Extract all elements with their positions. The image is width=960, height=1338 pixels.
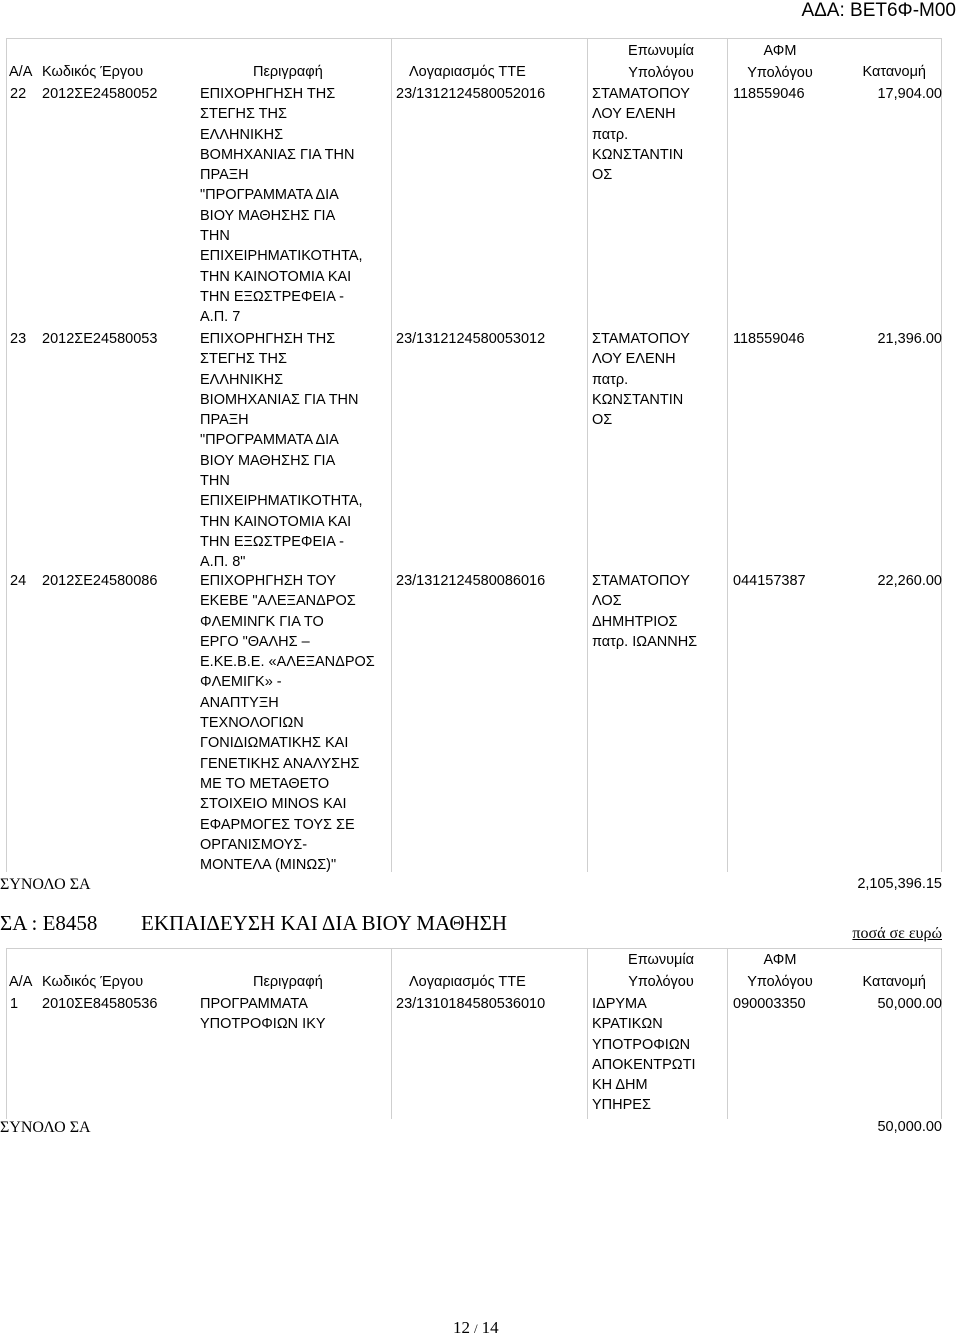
row-name: ΣΤΑΜΑΤΟΠΟΥ ΛΟΣ ΔΗΜΗΤΡΙΟΣ πατρ. ΙΩΑΝΝΗΣ xyxy=(592,573,698,650)
header-description: Περιγραφή xyxy=(253,974,323,990)
row-allocation: 50,000.00 xyxy=(877,996,942,1012)
row-code: 2012ΣΕ24580086 xyxy=(42,573,158,589)
header-description: Περιγραφή xyxy=(253,64,323,80)
header-afm: ΑΦΜ Υπολόγου xyxy=(747,43,813,81)
row-description: ΕΠΙΧΟΡΗΓΗΣΗ ΤΟΥ ΕΚΕΒΕ "ΑΛΕΞΑΝΔΡΟΣ ΦΛΕΜΙΝΓΚ ΓΙΑ ΤΟ ΕΡΓΟ "ΘΑΛΗΣ – Ε.ΚΕ.Β.Ε. «ΑΛΕΞΑΝΔΡΟΣ ΦΛΕΜΙΓΚ» - ΑΝΑΠΤΥΞΗ ΤΕΧΝΟΛΟΓΙΩΝ ΓΟΝΙΔΙΩΜΑΤΙΚΗΣ ΚΑΙ ΓΕΝΕΤΙΚΗΣ ΑΝΑΛΥΣΗΣ ΜΕ ΤΟ ΜΕΤΑΘΕΤΟ ΣΤΟΙΧΕΙΟ MINOS ΚΑΙ ΕΦΑΡΜΟΓΕΣ ΤΟΥΣ ΣΕ ΟΡΓΑΝΙΣΜΟΥΣ- ΜΟΝΤΕΛΑ (ΜΙΝΩΣ)" xyxy=(200,573,375,874)
ada-watermark: ΑΔΑ: ΒΕΤ6Φ-Μ00 xyxy=(801,0,956,21)
row-description: ΕΠΙΧΟΡΗΓΗΣΗ ΤΗΣ ΣΤΕΓΗΣ ΤΗΣ ΕΛΛΗΝΙΚΗΣ ΒΟΜΗΧΑΝΙΑΣ ΓΙΑ ΤΗΝ ΠΡΑΞΗ "ΠΡΟΓΡΑΜΜΑΤΑ ΔΙΑ ΒΙΟΥ ΜΑΘΗΣΗΣ ΓΙΑ ΤΗΝ ΕΠΙΧΕΙΡΗΜΑΤΙΚΟΤΗΤΑ, ΤΗΝ ΚΑΙΝΟΤΟΜΙΑ ΚΑΙ ΤΗΝ ΕΞΩΣΤΡΕΦΕΙΑ - Α.Π. 7 xyxy=(200,86,363,326)
header-allocation: Κατανομή xyxy=(862,974,926,990)
current-page: 12 xyxy=(453,1318,470,1337)
total-label: ΣΥΝΟΛΟ ΣΑ xyxy=(0,1119,91,1136)
page-separator: / xyxy=(474,1321,478,1336)
row-account: 23/1312124580052016 xyxy=(396,86,546,102)
header-name: Επωνυμία Υπολόγου xyxy=(628,952,694,990)
row-code: 2012ΣΕ24580052 xyxy=(42,86,158,102)
header-account: Λογαριασμός ΤΤΕ xyxy=(409,64,526,80)
row-code: 2012ΣΕ24580053 xyxy=(42,331,158,347)
total-value: 2,105,396.15 xyxy=(857,876,942,892)
row-allocation: 21,396.00 xyxy=(877,331,942,347)
row-name: ΣΤΑΜΑΤΟΠΟΥ ΛΟΥ ΕΛΕΝΗ πατρ. ΚΩΝΣΤΑΝΤΙΝ ΟΣ xyxy=(592,331,690,429)
row-afm: 090003350 xyxy=(733,996,806,1012)
row-allocation: 22,260.00 xyxy=(877,573,942,589)
page-number xyxy=(453,1318,499,1338)
header-name: Επωνυμία Υπολόγου xyxy=(628,43,694,81)
row-description: ΕΠΙΧΟΡΗΓΗΣΗ ΤΗΣ ΣΤΕΓΗΣ ΤΗΣ ΕΛΛΗΝΙΚΗΣ ΒΙΟΜΗΧΑΝΙΑΣ ΓΙΑ ΤΗΝ ΠΡΑΞΗ "ΠΡΟΓΡΑΜΜΑΤΑ ΔΙΑ ΒΙΟΥ ΜΑΘΗΣΗΣ ΓΙΑ ΤΗΝ ΕΠΙΧΕΙΡΗΜΑΤΙΚΟΤΗΤΑ, ΤΗΝ ΚΑΙΝΟΤΟΜΙΑ ΚΑΙ ΤΗΝ ΕΞΩΣΤΡΕΦΕΙΑ - Α.Π. 8" xyxy=(200,331,363,571)
row-account: 23/1312124580053012 xyxy=(396,331,546,347)
row-aa: 1 xyxy=(10,996,19,1012)
section2-code: ΣΑ : Ε8458 xyxy=(0,911,98,935)
header-account: Λογαριασμός ΤΤΕ xyxy=(409,974,526,990)
row-name: ΣΤΑΜΑΤΟΠΟΥ ΛΟΥ ΕΛΕΝΗ πατρ. ΚΩΝΣΤΑΝΤΙΝ ΟΣ xyxy=(592,86,690,184)
row-description: ΠΡΟΓΡΑΜΜΑΤΑ ΥΠΟΤΡΟΦΙΩΝ ΙΚΥ xyxy=(200,996,326,1033)
row-aa: 23 xyxy=(10,331,27,347)
total-label: ΣΥΝΟΛΟ ΣΑ xyxy=(0,876,91,893)
currency-note: ποσά σε ευρώ xyxy=(852,925,942,942)
row-code: 2010ΣΕ84580536 xyxy=(42,996,158,1012)
row-aa: 22 xyxy=(10,86,27,102)
row-afm: 118559046 xyxy=(733,331,805,347)
total-pages: 14 xyxy=(481,1318,499,1337)
row-afm: 118559046 xyxy=(733,86,805,102)
row-account: 23/1312124580086016 xyxy=(396,573,546,589)
header-afm: ΑΦΜ Υπολόγου xyxy=(747,952,813,990)
header-code: Κωδικός Έργου xyxy=(42,64,144,80)
total-value: 50,000.00 xyxy=(877,1119,942,1135)
row-name: ΙΔΡΥΜΑ ΚΡΑΤΙΚΩΝ ΥΠΟΤΡΟΦΙΩΝ ΑΠΟΚΕΝΤΡΩΤΙ ΚΗ ΔΗΜ ΥΠΗΡΕΣ xyxy=(592,996,696,1114)
header-aa: Α/Α xyxy=(9,974,33,990)
header-code: Κωδικός Έργου xyxy=(42,974,144,990)
section2-title: ΕΚΠΑΙΔΕΥΣΗ ΚΑΙ ΔΙΑ ΒΙΟΥ ΜΑΘΗΣΗ xyxy=(141,911,508,935)
row-afm: 044157387 xyxy=(733,573,806,589)
header-aa: Α/Α xyxy=(9,64,33,80)
row-aa: 24 xyxy=(10,573,27,589)
row-account: 23/1310184580536010 xyxy=(396,996,546,1012)
header-allocation: Κατανομή xyxy=(862,64,926,80)
row-allocation: 17,904.00 xyxy=(877,86,942,102)
